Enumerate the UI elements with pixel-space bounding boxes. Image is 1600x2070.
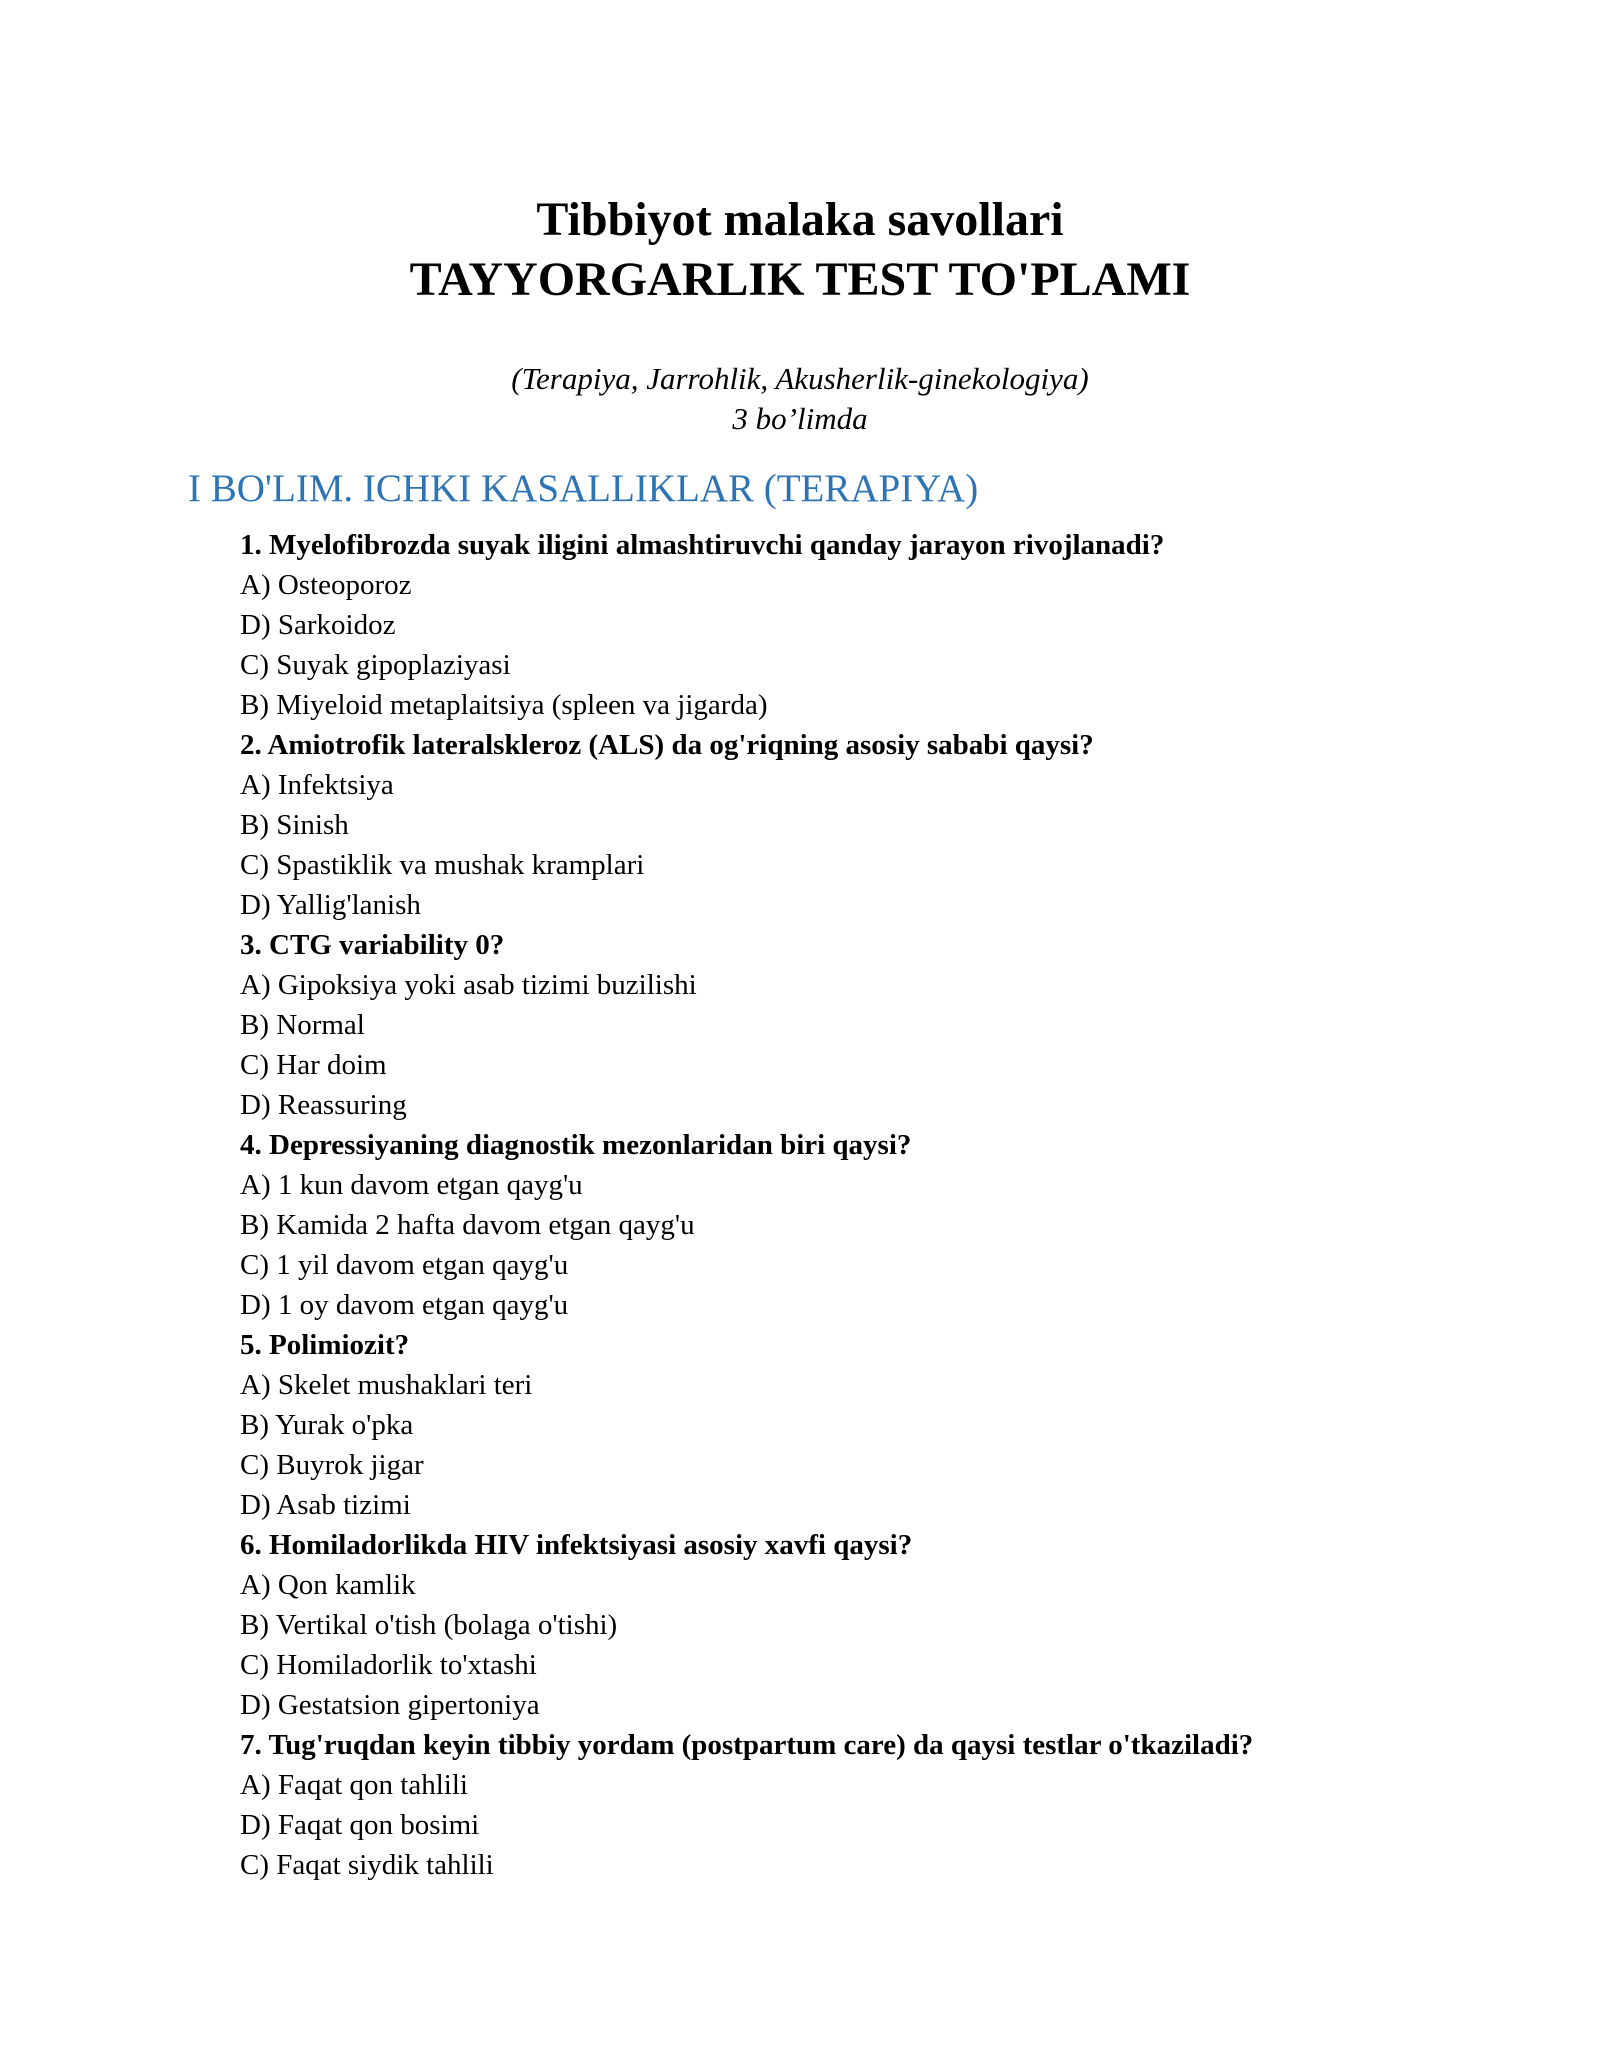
answer-option: A) Infektsiya bbox=[240, 769, 394, 801]
answer-option: C) Suyak gipoplaziyasi bbox=[240, 649, 511, 681]
document-subtitle bbox=[0, 359, 1600, 439]
question-item bbox=[240, 1725, 1440, 1885]
answer-option: B) Sinish bbox=[240, 809, 349, 841]
answer-option: A) Qon kamlik bbox=[240, 1569, 416, 1601]
answer-option: B) Miyeloid metaplaitsiya (spleen va jigarda) bbox=[240, 689, 768, 721]
answer-option: C) Buyrok jigar bbox=[240, 1449, 424, 1481]
answer-option: D) Faqat qon bosimi bbox=[240, 1809, 480, 1841]
answer-option: D) Yallig'lanish bbox=[240, 889, 421, 921]
answer-option: B) Normal bbox=[240, 1009, 365, 1041]
question-text: 4. Depressiyaning diagnostik mezonlaridan biri qaysi? bbox=[240, 1129, 912, 1161]
question-text: 5. Polimiozit? bbox=[240, 1329, 410, 1361]
answer-option: C) Faqat siydik tahlili bbox=[240, 1849, 494, 1881]
question-text: 1. Myelofibrozda suyak iligini almashtiruvchi qanday jarayon rivojlanadi? bbox=[240, 529, 1165, 561]
answer-option: B) Kamida 2 hafta davom etgan qayg'u bbox=[240, 1209, 695, 1241]
answer-option: C) 1 yil davom etgan qayg'u bbox=[240, 1249, 569, 1281]
answer-option: C) Har doim bbox=[240, 1049, 387, 1081]
question-item bbox=[240, 1525, 1440, 1725]
answer-option: D) Reassuring bbox=[240, 1089, 407, 1121]
section-heading: I BO'LIM. ICHKI KASALLIKLAR (TERAPIYA) bbox=[188, 467, 979, 510]
subtitle-line-2: 3 bo’limda bbox=[732, 401, 868, 436]
question-item bbox=[240, 1125, 1440, 1325]
question-text: 7. Tug'ruqdan keyin tibbiy yordam (postpartum care) da qaysi testlar o'tkaziladi? bbox=[240, 1729, 1254, 1761]
title-line-1: Tibbiyot malaka savollari bbox=[536, 193, 1064, 246]
question-text: 2. Amiotrofik lateralskleroz (ALS) da og'riqning asosiy sababi qaysi? bbox=[240, 729, 1094, 761]
answer-option: B) Vertikal o'tish (bolaga o'tishi) bbox=[240, 1609, 618, 1641]
question-text: 6. Homiladorlikda HIV infektsiyasi asosiy xavfi qaysi? bbox=[240, 1529, 913, 1561]
answer-option: A) Gipoksiya yoki asab tizimi buzilishi bbox=[240, 969, 697, 1001]
answer-option: D) Asab tizimi bbox=[240, 1489, 411, 1521]
answer-option: D) Sarkoidoz bbox=[240, 609, 396, 641]
answer-option: B) Yurak o'pka bbox=[240, 1409, 414, 1441]
answer-option: C) Homiladorlik to'xtashi bbox=[240, 1649, 537, 1681]
question-item bbox=[240, 1325, 1440, 1525]
question-item bbox=[240, 925, 1440, 1125]
answer-option: D) 1 oy davom etgan qayg'u bbox=[240, 1289, 569, 1321]
document-title bbox=[0, 190, 1600, 310]
answer-option: A) Faqat qon tahlili bbox=[240, 1769, 468, 1801]
question-text: 3. CTG variability 0? bbox=[240, 929, 505, 961]
question-item bbox=[240, 525, 1440, 725]
title-line-2: TAYYORGARLIK TEST TO'PLAMI bbox=[409, 253, 1191, 306]
question-list bbox=[240, 525, 1440, 1885]
answer-option: A) Skelet mushaklari teri bbox=[240, 1369, 533, 1401]
answer-option: C) Spastiklik va mushak kramplari bbox=[240, 849, 645, 881]
subtitle-line-1: (Terapiya, Jarrohlik, Akusherlik-ginekologiya) bbox=[511, 361, 1089, 396]
question-item bbox=[240, 725, 1440, 925]
answer-option: A) Osteoporoz bbox=[240, 569, 412, 601]
answer-option: A) 1 kun davom etgan qayg'u bbox=[240, 1169, 583, 1201]
answer-option: D) Gestatsion gipertoniya bbox=[240, 1689, 540, 1721]
